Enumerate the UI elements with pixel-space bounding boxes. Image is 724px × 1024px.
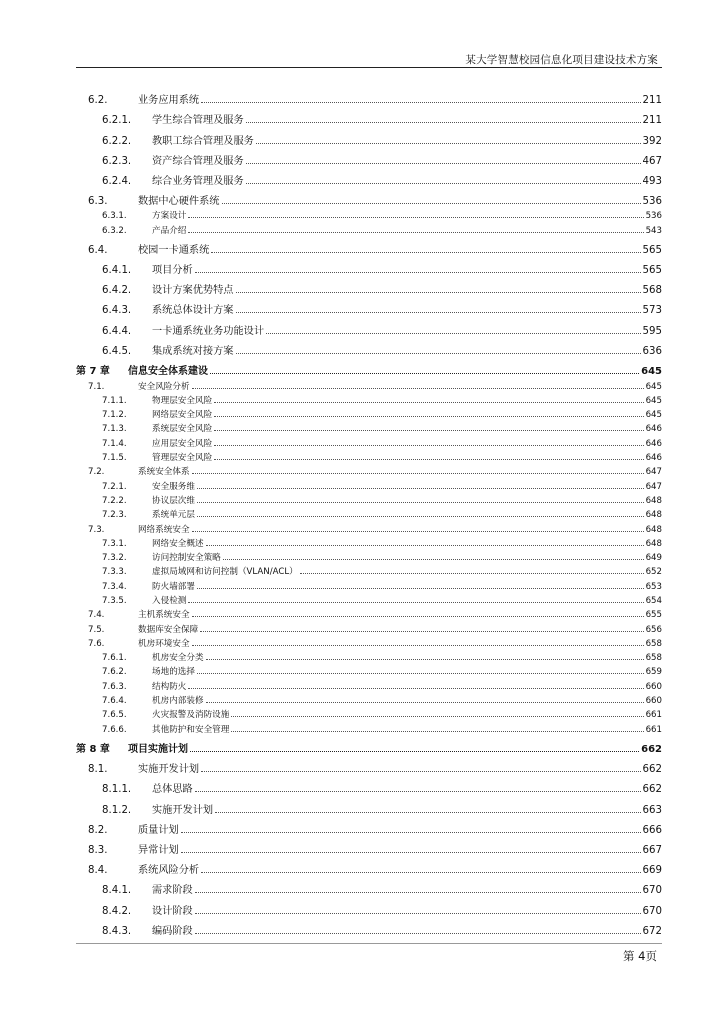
toc-entry-page: 660 [645, 696, 662, 707]
toc-entry-number: 7.3. [88, 524, 105, 535]
toc-entry-number: 6.4. [88, 244, 108, 256]
toc-entry-number: 7.2.2. [102, 495, 127, 506]
dot-leader [214, 402, 643, 403]
toc-entry-title: 系统风险分析 [138, 865, 200, 877]
toc-entry-number: 7.6.5. [102, 710, 127, 721]
dot-leader [190, 751, 639, 752]
toc-entry-number: 7.6. [88, 638, 105, 649]
toc-entry-number: 7.5. [88, 624, 105, 635]
toc-entry-number: 6.4.3. [102, 305, 132, 317]
toc-entry-number: 7.6.3. [102, 681, 127, 692]
toc-entry-page: 211 [642, 115, 662, 127]
toc-entry[interactable] [76, 276, 662, 296]
toc-entry-title: 物理层安全风险 [152, 395, 213, 406]
toc-entry-title: 教职工综合管理及服务 [152, 135, 254, 147]
toc-entry[interactable] [76, 917, 662, 937]
toc-entry[interactable] [76, 463, 662, 477]
toc-entry-page: 211 [642, 95, 662, 107]
dot-leader [181, 832, 641, 833]
toc-entry-title: 访问控制安全策略 [152, 553, 221, 564]
toc-entry[interactable] [76, 706, 662, 720]
toc-entry-number: 7.3.2. [102, 553, 127, 564]
toc-entry-number: 7.2.3. [102, 510, 127, 521]
toc-entry-page: 645 [645, 410, 662, 421]
toc-entry-title: 主机系统安全 [138, 610, 190, 621]
dot-leader [222, 203, 641, 204]
toc-entry-number: 7.1.3. [102, 424, 127, 435]
toc-entry-page: 648 [645, 495, 662, 506]
dot-leader [246, 163, 641, 164]
dot-leader [197, 673, 644, 674]
toc-entry-page: 659 [645, 667, 662, 678]
toc-entry[interactable] [76, 406, 662, 420]
toc-entry-number: 第 7 章 [76, 366, 110, 378]
dot-leader [214, 416, 643, 417]
toc-entry-page: 543 [645, 225, 662, 236]
toc-entry-number: 7.1.1. [102, 395, 127, 406]
toc-entry-page: 493 [642, 175, 662, 187]
toc-entry-page: 392 [642, 135, 662, 147]
dot-leader [236, 312, 641, 313]
toc-entry[interactable] [76, 535, 662, 549]
toc-entry[interactable] [76, 677, 662, 691]
toc-entry-page: 672 [642, 925, 662, 937]
toc-entry-title: 安全服务维 [152, 481, 195, 492]
toc-entry-number: 8.1.2. [102, 804, 132, 816]
dot-leader [188, 217, 643, 218]
toc-entry-page: 661 [645, 710, 662, 721]
toc-entry[interactable] [76, 520, 662, 534]
toc-entry-page: 645 [645, 395, 662, 406]
toc-entry-title: 入侵检测 [152, 595, 187, 606]
dot-leader [300, 573, 644, 574]
dot-leader [195, 933, 641, 934]
toc-entry[interactable] [76, 207, 662, 221]
dot-leader [246, 122, 641, 123]
toc-entry-title: 协议层次维 [152, 495, 195, 506]
dot-leader [195, 791, 641, 792]
toc-entry-page: 647 [645, 467, 662, 478]
toc-entry-page: 669 [642, 865, 662, 877]
toc-entry-page: 648 [645, 510, 662, 521]
toc-entry[interactable] [76, 649, 662, 663]
toc-entry-title: 项目分析 [152, 265, 193, 277]
toc-entry-page: 646 [645, 438, 662, 449]
toc-entry-title: 数据库安全保障 [138, 624, 199, 635]
toc-entry-number: 第 8 章 [76, 744, 110, 756]
toc-entry[interactable] [76, 775, 662, 795]
dot-leader [188, 688, 643, 689]
toc-entry-number: 7.3.1. [102, 538, 127, 549]
toc-entry[interactable] [76, 357, 662, 377]
toc-entry-page: 647 [645, 481, 662, 492]
dot-leader [256, 143, 641, 144]
toc-entry-number: 8.4.2. [102, 905, 132, 917]
toc-entry-number: 6.2.1. [102, 115, 132, 127]
toc-entry[interactable] [76, 377, 662, 391]
toc-entry-page: 662 [641, 744, 662, 756]
toc-entry[interactable] [76, 755, 662, 775]
toc-entry-title: 需求阶段 [152, 885, 193, 897]
toc-entry-number: 7.6.4. [102, 696, 127, 707]
toc-entry-title: 数据中心硬件系统 [138, 196, 220, 208]
toc-entry[interactable] [76, 795, 662, 815]
toc-entry[interactable] [76, 449, 662, 463]
toc-entry[interactable] [76, 106, 662, 126]
toc-entry-page: 660 [645, 681, 662, 692]
toc-entry-number: 8.3. [88, 844, 108, 856]
toc-entry-title: 防火墙部署 [152, 581, 195, 592]
toc-entry-number: 6.2.3. [102, 155, 132, 167]
toc-entry-number: 8.4.3. [102, 925, 132, 937]
toc-entry-page: 648 [645, 524, 662, 535]
toc-entry-page: 667 [642, 844, 662, 856]
toc-entry-page: 645 [645, 381, 662, 392]
page-number: 第 4页 [623, 949, 657, 963]
toc-entry-title: 虚拟局域网和访问控制（VLAN/ACL） [152, 567, 298, 578]
toc-entry[interactable] [76, 692, 662, 706]
toc-entry[interactable] [76, 187, 662, 207]
toc-entry-page: 536 [645, 211, 662, 222]
table-of-contents [76, 86, 662, 937]
toc-entry-title: 安全风险分析 [138, 381, 190, 392]
toc-entry-title: 异常计划 [138, 844, 179, 856]
toc-entry-title: 火灾报警及消防设施 [152, 710, 230, 721]
dot-leader [192, 616, 644, 617]
toc-entry-number: 8.2. [88, 824, 108, 836]
toc-entry[interactable] [76, 316, 662, 336]
toc-entry-page: 595 [642, 325, 662, 337]
toc-entry-number: 6.4.1. [102, 265, 132, 277]
toc-entry-number: 7.3.5. [102, 595, 127, 606]
dot-leader [201, 102, 640, 103]
dot-leader [211, 252, 640, 253]
toc-entry[interactable] [76, 420, 662, 434]
toc-entry[interactable] [76, 876, 662, 896]
dot-leader [201, 872, 640, 873]
toc-entry-page: 565 [642, 265, 662, 277]
toc-entry-page: 467 [642, 155, 662, 167]
toc-entry-title: 总体思路 [152, 784, 193, 796]
toc-entry-page: 649 [645, 553, 662, 564]
toc-entry-page: 658 [645, 653, 662, 664]
toc-entry[interactable] [76, 816, 662, 836]
toc-entry-title: 实施开发计划 [152, 804, 214, 816]
toc-entry-title: 网络安全概述 [152, 538, 204, 549]
toc-entry-title: 场地的选择 [152, 667, 195, 678]
footer-rule [76, 943, 662, 944]
toc-entry[interactable] [76, 663, 662, 677]
toc-entry-page: 663 [642, 804, 662, 816]
toc-entry-title: 系统单元层 [152, 510, 195, 521]
toc-entry[interactable] [76, 549, 662, 563]
toc-entry-number: 7.1.4. [102, 438, 127, 449]
toc-entry-title: 系统层安全风险 [152, 424, 213, 435]
toc-entry-number: 6.3. [88, 196, 108, 208]
dot-leader [231, 716, 643, 717]
dot-leader [197, 516, 644, 517]
dot-leader [236, 292, 641, 293]
dot-leader [214, 430, 643, 431]
toc-entry[interactable] [76, 434, 662, 448]
toc-entry-page: 656 [645, 624, 662, 635]
toc-entry-title: 校园一卡通系统 [138, 244, 210, 256]
toc-entry-title: 质量计划 [138, 824, 179, 836]
toc-entry-title: 应用层安全风险 [152, 438, 213, 449]
toc-entry[interactable] [76, 592, 662, 606]
toc-entry-page: 536 [642, 196, 662, 208]
toc-entry-title: 机房内部装修 [152, 696, 204, 707]
toc-entry-title: 管理层安全风险 [152, 453, 213, 464]
toc-entry[interactable] [76, 896, 662, 916]
toc-entry-page: 666 [642, 824, 662, 836]
toc-entry-number: 6.3.2. [102, 225, 127, 236]
toc-entry-title: 机房安全分类 [152, 653, 204, 664]
toc-entry-page: 654 [645, 595, 662, 606]
toc-entry[interactable] [76, 506, 662, 520]
toc-entry-number: 7.6.1. [102, 653, 127, 664]
toc-entry-page: 661 [645, 724, 662, 735]
toc-entry[interactable] [76, 620, 662, 634]
toc-entry-number: 6.2.4. [102, 175, 132, 187]
dot-leader [206, 545, 644, 546]
toc-entry-number: 8.1. [88, 764, 108, 776]
toc-entry-page: 645 [641, 366, 662, 378]
toc-entry[interactable] [76, 147, 662, 167]
toc-entry-page: 565 [642, 244, 662, 256]
dot-leader [192, 473, 644, 474]
toc-entry[interactable] [76, 635, 662, 649]
dot-leader [188, 602, 643, 603]
dot-leader [195, 913, 641, 914]
toc-entry[interactable] [76, 856, 662, 876]
dot-leader [197, 588, 644, 589]
toc-entry-title: 编码阶段 [152, 925, 193, 937]
toc-entry[interactable] [76, 577, 662, 591]
toc-entry-title: 设计方案优势特点 [152, 285, 234, 297]
toc-entry-title: 集成系统对接方案 [152, 345, 234, 357]
toc-entry-title: 系统总体设计方案 [152, 305, 234, 317]
toc-entry-number: 7.3.3. [102, 567, 127, 578]
toc-entry[interactable] [76, 477, 662, 491]
toc-entry-number: 8.4.1. [102, 885, 132, 897]
toc-entry-page: 646 [645, 453, 662, 464]
toc-entry-number: 6.2. [88, 95, 108, 107]
toc-entry-page: 568 [642, 285, 662, 297]
dot-leader [210, 373, 639, 374]
toc-entry[interactable] [76, 256, 662, 276]
toc-entry[interactable] [76, 836, 662, 856]
dot-leader [195, 892, 641, 893]
dot-leader [223, 559, 644, 560]
dot-leader [188, 232, 643, 233]
toc-entry-number: 7.3.4. [102, 581, 127, 592]
toc-entry-title: 产品介绍 [152, 225, 187, 236]
toc-entry-title: 网络系统安全 [138, 524, 190, 535]
toc-entry-page: 658 [645, 638, 662, 649]
toc-entry-number: 6.4.2. [102, 285, 132, 297]
toc-entry-number: 7.2.1. [102, 481, 127, 492]
dot-leader [197, 488, 644, 489]
dot-leader [195, 272, 641, 273]
dot-leader [214, 445, 643, 446]
toc-entry-number: 7.2. [88, 467, 105, 478]
dot-leader [246, 183, 641, 184]
toc-entry-number: 7.1.2. [102, 410, 127, 421]
dot-leader [214, 459, 643, 460]
toc-entry-title: 项目实施计划 [128, 744, 188, 756]
toc-entry[interactable] [76, 167, 662, 187]
toc-entry-number: 7.4. [88, 610, 105, 621]
toc-entry-page: 648 [645, 538, 662, 549]
toc-entry-number: 8.1.1. [102, 784, 132, 796]
toc-entry[interactable] [76, 492, 662, 506]
header-rule [76, 67, 662, 68]
toc-entry[interactable] [76, 126, 662, 146]
toc-entry[interactable] [76, 236, 662, 256]
toc-entry-number: 6.4.5. [102, 345, 132, 357]
toc-entry-title: 系统安全体系 [138, 467, 190, 478]
toc-entry-title: 信息安全体系建设 [128, 366, 208, 378]
toc-entry[interactable] [76, 86, 662, 106]
toc-entry-title: 学生综合管理及服务 [152, 115, 244, 127]
toc-entry-number: 8.4. [88, 865, 108, 877]
dot-leader [197, 502, 644, 503]
toc-entry-title: 方案设计 [152, 211, 187, 222]
toc-entry-title: 一卡通系统业务功能设计 [152, 325, 265, 337]
dot-leader [206, 659, 644, 660]
toc-entry[interactable] [76, 563, 662, 577]
dot-leader [206, 702, 644, 703]
toc-entry-title: 业务应用系统 [138, 95, 200, 107]
toc-entry-number: 7.1.5. [102, 453, 127, 464]
dot-leader [215, 812, 640, 813]
toc-entry-title: 其他防护和安全管理 [152, 724, 230, 735]
toc-entry-title: 实施开发计划 [138, 764, 200, 776]
toc-entry-title: 网络层安全风险 [152, 410, 213, 421]
toc-entry-title: 资产综合管理及服务 [152, 155, 244, 167]
dot-leader [200, 631, 643, 632]
toc-entry-page: 662 [642, 784, 662, 796]
dot-leader [192, 531, 644, 532]
toc-entry-number: 6.4.4. [102, 325, 132, 337]
dot-leader [192, 388, 644, 389]
toc-entry-page: 670 [642, 905, 662, 917]
toc-entry-page: 652 [645, 567, 662, 578]
dot-leader [201, 771, 640, 772]
toc-entry[interactable] [76, 392, 662, 406]
toc-entry[interactable] [76, 337, 662, 357]
header-title: 某大学智慧校园信息化项目建设技术方案 [465, 54, 658, 66]
dot-leader [231, 731, 643, 732]
toc-entry-title: 结构防火 [152, 681, 187, 692]
toc-entry[interactable] [76, 221, 662, 235]
dot-leader [266, 333, 640, 334]
toc-entry[interactable] [76, 720, 662, 734]
toc-entry-number: 7.6.6. [102, 724, 127, 735]
toc-entry-page: 670 [642, 885, 662, 897]
toc-entry-page: 653 [645, 581, 662, 592]
toc-entry[interactable] [76, 606, 662, 620]
toc-entry-number: 6.3.1. [102, 211, 127, 222]
toc-entry-title: 设计阶段 [152, 905, 193, 917]
toc-entry-number: 7.1. [88, 381, 105, 392]
toc-entry[interactable] [76, 735, 662, 755]
dot-leader [192, 645, 644, 646]
toc-entry-page: 646 [645, 424, 662, 435]
toc-entry-page: 636 [642, 345, 662, 357]
dot-leader [181, 852, 641, 853]
toc-entry-title: 综合业务管理及服务 [152, 175, 244, 187]
toc-entry[interactable] [76, 296, 662, 316]
toc-entry-page: 573 [642, 305, 662, 317]
toc-entry-page: 662 [642, 764, 662, 776]
toc-entry-page: 655 [645, 610, 662, 621]
toc-entry-title: 机房环境安全 [138, 638, 190, 649]
toc-entry-number: 7.6.2. [102, 667, 127, 678]
dot-leader [236, 353, 641, 354]
toc-entry-number: 6.2.2. [102, 135, 132, 147]
